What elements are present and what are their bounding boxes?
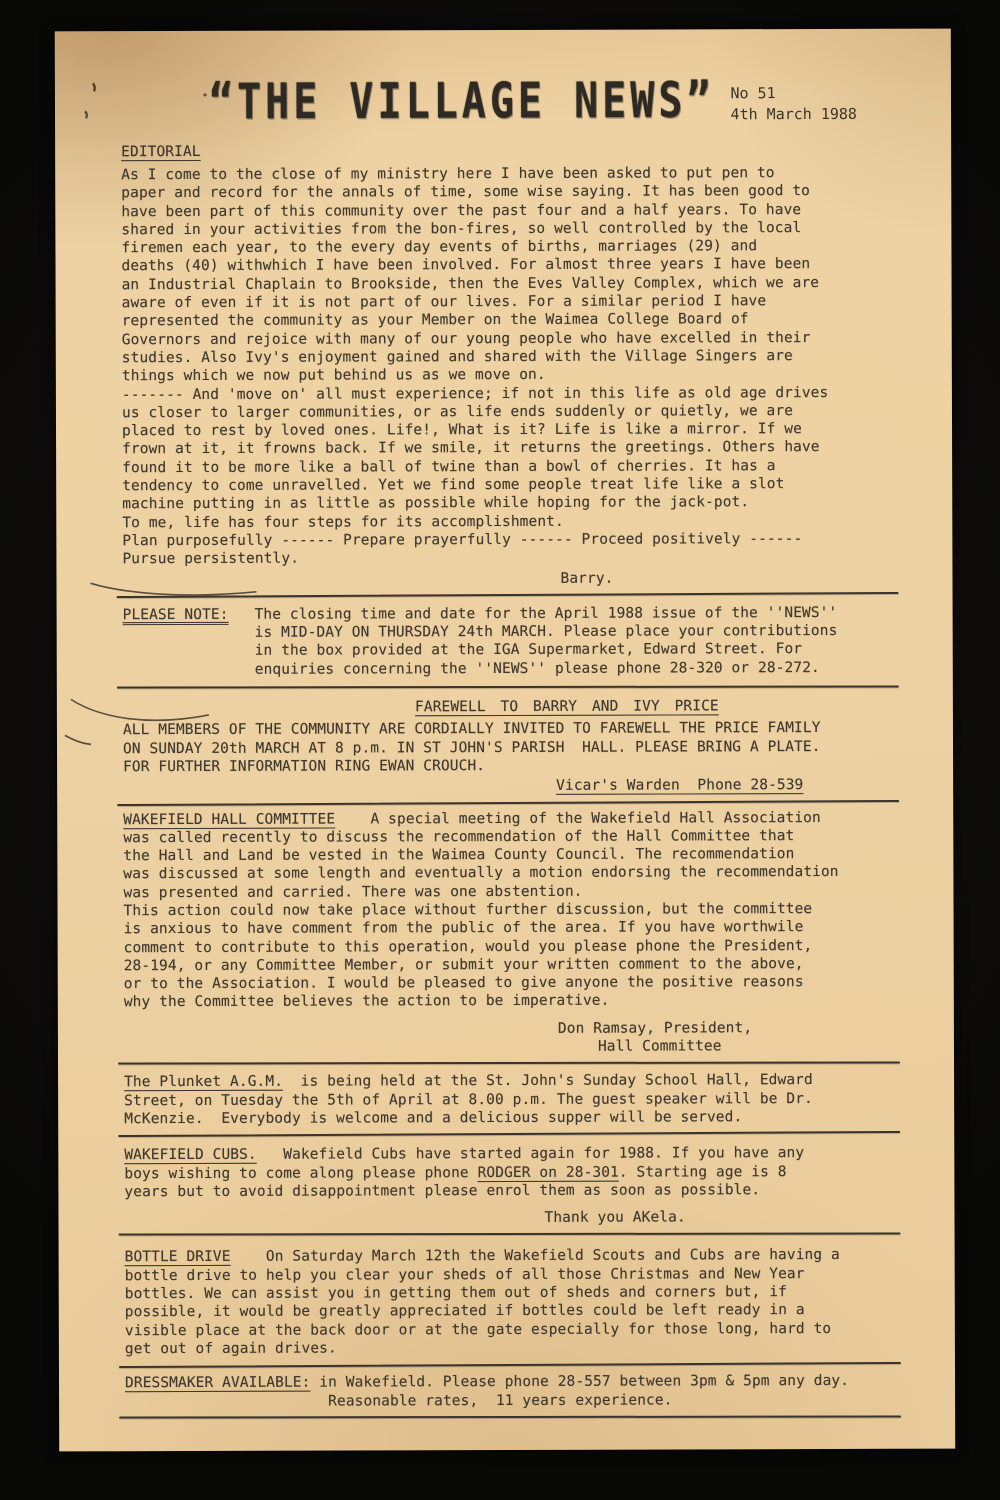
newsletter-page (55, 29, 955, 1452)
farewell-heading: FAREWELL TO BARRY AND IVY PRICE (414, 698, 719, 716)
please-note-body: The closing time and date for the April 1988 issue of the ''NEWS'' is MID-DAY ON THURSDAY 24th MARCH. Please place your contributions in the box provided at the IGA Supermarket, Edward Street. For enquiries concerning the ''NEWS'' please phone 28-320 or 28-272. (254, 604, 838, 678)
cubs-body: Wakefield Cubs have started again for 1988. If you have any boys wishing to come along please phone (124, 1145, 805, 1182)
hall-signoff-president: Don Ramsay, President, (557, 1019, 753, 1037)
dressmaker-body: in Wakefield. Please phone 28-557 between 3pm & 5pm any day. Reasonable rates, 11 years experience. (125, 1373, 850, 1410)
dressmaker-section (125, 1372, 897, 1411)
plunket-section (124, 1071, 896, 1128)
hall-committee-section (123, 808, 896, 1012)
divider-rule (118, 1062, 900, 1065)
divider-rule (119, 1233, 901, 1236)
please-note-label: PLEASE NOTE: (122, 606, 229, 624)
please-note-section (123, 604, 895, 680)
bottle-drive-heading: BOTTLE DRIVE (124, 1249, 231, 1266)
rodger-phone-underline: RODGER on 28-301 (477, 1164, 619, 1181)
cubs-body-after: . Starting age is 8 years but to avoid disappointment please enrol them as soon as possible. (124, 1163, 787, 1201)
farewell-body: ALL MEMBERS OF THE COMMUNITY ARE CORDIALLY INVITED TO FAREWELL THE PRICE FAMILY ON SUNDAY 20th MARCH AT 8 p.m. IN ST JOHN'S PARISH HALL. PLEASE BRING A PLATE. FOR FURTHER INFORMATION RING EWAN CROUCH. (122, 720, 821, 776)
vicars-warden-signoff: Vicar's Warden Phone 28-539 (556, 777, 804, 795)
bottle-drive-body: On Saturday March 12th the Wakefield Scouts and Cubs are having a bottle drive to help you clear your sheds of all those Christmas and New Year bottles. We can assist you in getting them out of sheds and corners but, if possible, it would be greatly appreciated if bottles could be left ready in a visible place at the back door or at the gate especially for those long, hard to get out of again drives. (124, 1247, 840, 1358)
hall-committee-body: A special meeting of the Wakefield Hall Association was called recently to discuss the recommendation of the Hall Committee that the Hall and Land be vested in the Waimea County Council. The recommendation was discussed at some length and eventually a motion endorsing the recommendation was presented and carried. There was one abstention. This action could now take place without further discussion, but the committee is anxious to have comment from the public of the area. If you have worthwile comment to contribute to this operation, would you please phone the President, 28-194, or any Committee Member, or submit your written comment to the above, or to the Association. I would be pleased to give anyone the positive reasons why the Committee believes the action to be imperative. (123, 809, 839, 1011)
masthead (121, 69, 893, 141)
divider-rule (119, 1362, 901, 1368)
editorial-signature: Barry. (560, 570, 614, 587)
divider-rule (118, 1131, 900, 1137)
bottle-drive-section (125, 1246, 897, 1358)
issue-number: No 51 (730, 84, 776, 103)
editorial-heading: EDITORIAL (121, 143, 201, 161)
cubs-section (124, 1144, 896, 1201)
divider-rule (117, 592, 899, 598)
plunket-heading: The Plunket A.G.M. (124, 1074, 284, 1091)
plunket-body: is being held at the St. John's Sunday School Hall, Edward Street, on Tuesday the 5th of April at 8.00 p.m. The guest speaker will be Dr. McKenzie. Everybody is welcome and a delicious supper will be served. (124, 1072, 813, 1128)
divider-rule (119, 1415, 901, 1418)
dressmaker-heading: DRESSMAKER AVAILABLE: (124, 1374, 311, 1392)
issue-date: 4th March 1988 (730, 104, 857, 124)
divider-rule (117, 799, 899, 805)
editorial-body: As I come to the close of my ministry here I have been asked to put pen to paper and record for the annals of time, some wise saying. It has been good to have been part of this community over the past four and a half years. To have shared in your activities from the bon-fires, so well controlled by the local firemen each year, to the every day events of births, marriages (29) and deaths (40) withwhich I have been involved. For almost three years I have been an Industrial Chaplain to Brookside, then the Eves Valley Complex, which we are aware of even if it is not part of our lives. For a similar period I have represented the community as your Member on the Waimea College Board of Governors and rejoice with many of our young people who have excelled in their studies. Also Ivy's enjoyment gained and shared with the Village Singers are things which we now put behind us as we move on. ------- And 'move on' all must experience; if not in this life as old age drives us closer to larger communities, or as life ends suddenly or quietly, we are placed to rest by loved ones. Life!, What is it? Life is like a mirror. If we frown at it, it frowns back. If we smile, it returns the greetings. Others have found it to be more like a ball of twine than a bowl of cherries. It has a tendency to come unravelled. Yet we find some people treat life like a slot machine putting in as little as possible while hoping for the jack-pot. To me, life has four steps for its accomplishment. Plan purposefully ------ Prepare prayerfully ------ Proceed positively ------ Pursue persistently. (121, 165, 829, 568)
hall-signoff-committee: Hall Committee (597, 1038, 722, 1055)
divider-rule (117, 685, 899, 688)
hall-committee-heading: WAKEFIELD HALL COMMITTEE (123, 811, 336, 828)
newsletter-title: “THE VILLAGE NEWS” (208, 72, 715, 131)
cubs-signoff: Thank you AKela. (544, 1209, 686, 1227)
cubs-heading: WAKEFIELD CUBS. (124, 1147, 257, 1164)
